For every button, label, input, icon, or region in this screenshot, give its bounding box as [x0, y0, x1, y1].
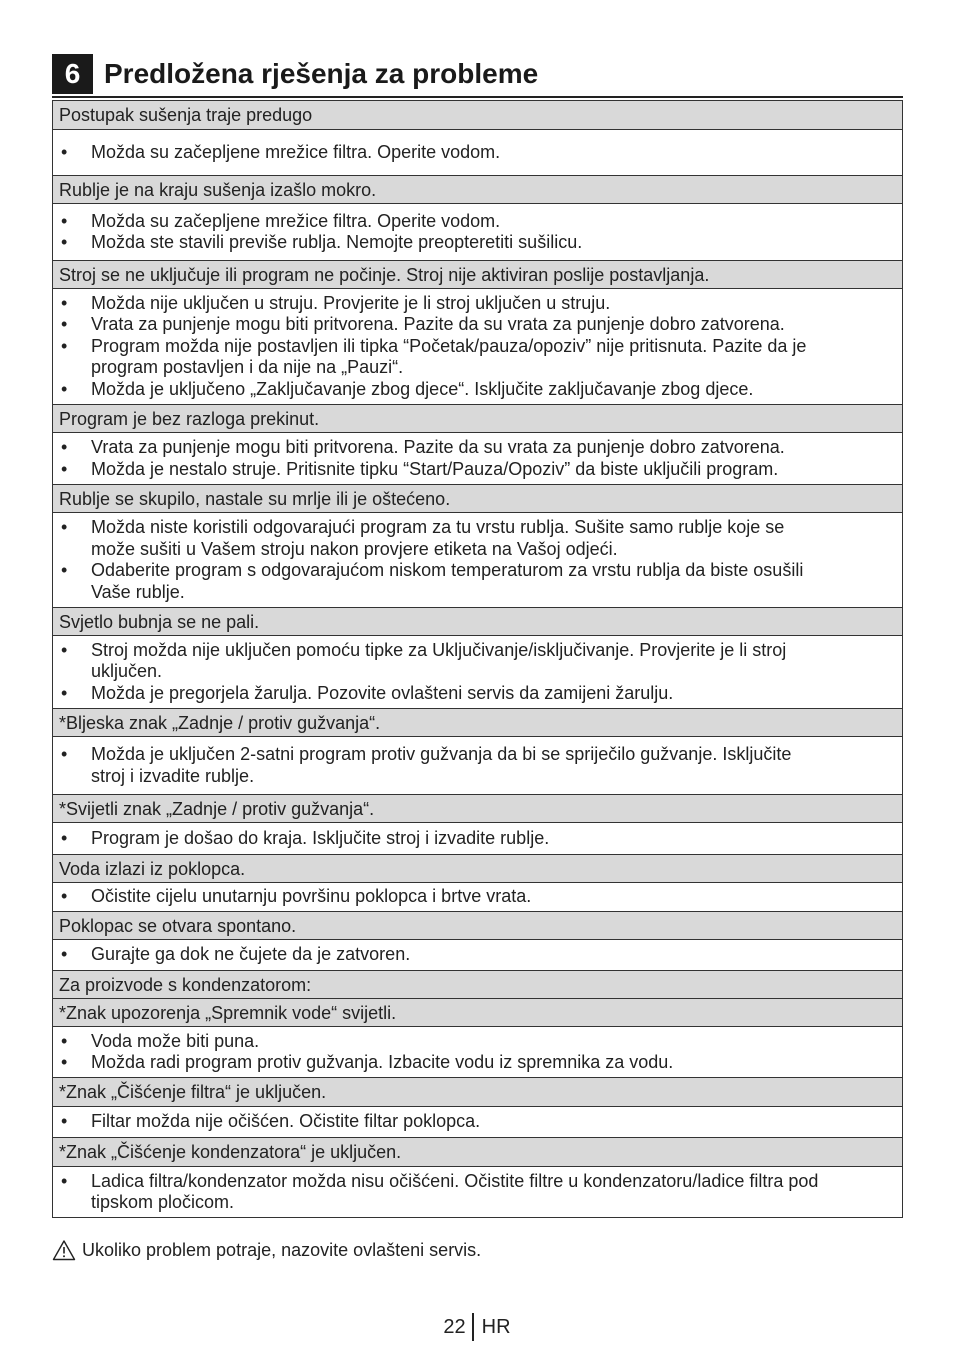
bullet-dot: • — [61, 1170, 68, 1191]
bullet-dot: • — [61, 378, 68, 399]
solution-line: može sušiti u Vašem stroju nakon provjere etiketa na Vašoj odjeći. — [91, 538, 618, 559]
solution-bullet — [59, 142, 896, 164]
solution-line: Možda je nestalo struje. Pritisnite tipku “Start/Pauza/Opoziv” da biste uključili program. — [91, 458, 779, 479]
bullet-dot: • — [61, 744, 68, 764]
bullet-dot: • — [61, 886, 68, 907]
bullet-dot: • — [61, 639, 68, 660]
solution-cell — [53, 1107, 902, 1138]
solution-bullet — [59, 336, 896, 379]
solution-cell — [53, 823, 902, 855]
bullet-dot: • — [61, 1030, 68, 1051]
solution-cell — [53, 1027, 902, 1078]
solution-line: tipskom pločicom. — [91, 1192, 235, 1212]
bullet-dot: • — [61, 560, 68, 580]
bullet-dot: • — [61, 292, 68, 313]
solution-text — [91, 459, 896, 481]
solution-bullet — [59, 944, 896, 966]
solution-text — [91, 1052, 896, 1074]
solution-text — [91, 314, 896, 336]
warning-triangle-icon — [52, 1239, 76, 1261]
problem-row: Rublje se skupilo, nastale su mrlje ili je oštećeno. — [53, 485, 902, 513]
section-title: Predložena rješenja za probleme — [104, 58, 539, 89]
problem-row: *Bljeska znak „Zadnje / protiv gužvanja“. — [53, 709, 902, 737]
section-number: 6 — [52, 54, 93, 94]
bullet-dot: • — [61, 517, 68, 537]
problem-row: Za proizvode s kondenzatorom: — [53, 971, 902, 999]
bullet-dot: • — [61, 458, 68, 479]
solution-text — [91, 379, 896, 401]
solution-line: Možda je uključen 2-satni program protiv gužvanja da bi se spriječilo gužvanje. Isključite — [91, 744, 792, 764]
solution-text — [91, 211, 896, 233]
warning-note-text: Ukoliko problem potraje, nazovite ovlašteni servis. — [82, 1240, 482, 1260]
solution-cell — [53, 433, 902, 485]
solution-line: Možda su začepljene mrežice filtra. Operite vodom. — [91, 141, 501, 162]
bullet-dot: • — [61, 210, 68, 231]
solution-line: Program je došao do kraja. Isključite stroj i izvadite rublje. — [91, 827, 550, 848]
warning-note — [52, 1238, 481, 1262]
solution-cell — [53, 130, 902, 176]
solution-line: Možda ste stavili previše rublja. Nemojte preopteretiti sušilicu. — [91, 232, 583, 252]
problem-row: *Znak upozorenja „Spremnik vode“ svijetli. — [53, 999, 902, 1027]
solution-line: Možda nije uključen u struju. Provjerite je li stroj uključen u struju. — [91, 292, 611, 313]
solution-bullet — [59, 232, 896, 254]
solution-line: Očistite cijelu unutarnju površinu poklopca i brtve vrata. — [91, 886, 532, 907]
solution-text — [91, 336, 896, 379]
solution-line: Vrata za punjenje mogu biti pritvorena. Pazite da su vrata za punjenje dobro zatvorena. — [91, 437, 785, 457]
bullet-dot: • — [61, 1111, 68, 1132]
solution-line: Vaše rublje. — [91, 581, 185, 602]
solution-text — [91, 944, 896, 966]
bullet-dot: • — [61, 314, 68, 335]
solution-line: Ladica filtra/kondenzator možda nisu očišćeni. Očistite filtre u kondenzatoru/ladice filtra pod — [91, 1170, 819, 1191]
solution-bullet — [59, 293, 896, 315]
solution-text — [91, 1111, 896, 1133]
solution-text — [91, 142, 896, 164]
solution-bullet — [59, 379, 896, 401]
solution-bullet — [59, 560, 896, 603]
page-number: 22 — [443, 1315, 466, 1338]
problem-row: *Znak „Čišćenje kondenzatora“ je uključen. — [53, 1138, 902, 1167]
problem-row: Program je bez razloga prekinut. — [53, 405, 902, 433]
bullet-dot: • — [61, 335, 68, 356]
solution-line: stroj i izvadite rublje. — [91, 765, 255, 786]
solution-bullet — [59, 459, 896, 481]
solution-bullet — [59, 828, 896, 850]
solution-line: uključen. — [91, 661, 163, 682]
problem-row: Rublje je na kraju sušenja izašlo mokro. — [53, 176, 902, 204]
problem-row: *Svijetli znak „Zadnje / protiv gužvanja“. — [53, 795, 902, 823]
solution-line: Odaberite program s odgovarajućom niskom temperaturom za vrstu rublja da biste osušili — [91, 560, 804, 580]
solution-bullet — [59, 1171, 896, 1214]
solution-line: Stroj možda nije uključen pomoću tipke za Uključivanje/isključivanje. Provjerite je li stroj — [91, 639, 787, 660]
solution-line: Voda može biti puna. — [91, 1030, 260, 1051]
solution-bullet — [59, 1031, 896, 1053]
solution-bullet — [59, 640, 896, 683]
problem-row: Voda izlazi iz poklopca. — [53, 855, 902, 883]
solution-text — [91, 1171, 896, 1214]
solution-text — [91, 683, 896, 705]
solution-bullet — [59, 1052, 896, 1074]
bullet-dot: • — [61, 437, 68, 457]
problem-row: Svjetlo bubnja se ne pali. — [53, 608, 902, 636]
solution-text — [91, 1031, 896, 1053]
language-code: HR — [481, 1315, 511, 1338]
solution-line: Možda radi program protiv gužvanja. Izbacite vodu iz spremnika za vodu. — [91, 1052, 674, 1072]
solution-line: Možda je pregorjela žarulja. Pozovite ovlašteni servis da zamijeni žarulju. — [91, 682, 674, 703]
solution-bullet — [59, 683, 896, 705]
solution-line: Možda niste koristili odgovarajući program za tu vrstu rublja. Sušite samo rublje koje se — [91, 517, 785, 537]
troubleshooting-table — [52, 100, 903, 1218]
solution-line: Možda je uključeno „Zaključavanje zbog djece“. Isključite zaključavanje zbog djece. — [91, 378, 754, 399]
solution-bullet — [59, 437, 896, 459]
solution-bullet — [59, 517, 896, 560]
problem-row: Stroj se ne uključuje ili program ne počinje. Stroj nije aktiviran poslije postavljanja. — [53, 261, 902, 289]
solution-bullet — [59, 744, 896, 787]
solution-line: program postavljen i da nije na „Pauzi“. — [91, 357, 404, 378]
solution-line: Vrata za punjenje mogu biti pritvorena. Pazite da su vrata za punjenje dobro zatvorena. — [91, 314, 785, 335]
solution-text — [91, 517, 896, 560]
solution-text — [91, 744, 896, 787]
solution-cell — [53, 737, 902, 795]
solution-bullet — [59, 1111, 896, 1133]
solution-cell — [53, 513, 902, 608]
solution-line: Filtar možda nije očišćen. Očistite filtar poklopca. — [91, 1111, 481, 1132]
solution-text — [91, 293, 896, 315]
solution-cell — [53, 289, 902, 405]
bullet-dot: • — [61, 682, 68, 703]
solution-text — [91, 560, 896, 603]
bullet-dot: • — [61, 827, 68, 848]
solution-cell — [53, 940, 902, 971]
footer-separator — [472, 1313, 474, 1341]
solution-bullet — [59, 886, 896, 908]
solution-line: Možda su začepljene mrežice filtra. Operite vodom. — [91, 210, 501, 231]
solution-text — [91, 886, 896, 908]
solution-cell — [53, 636, 902, 709]
page-footer — [0, 1312, 954, 1342]
solution-cell — [53, 883, 902, 912]
solution-line: Program možda nije postavljen ili tipka “Početak/pauza/opoziv” nije pritisnuta. Pazite da je — [91, 335, 807, 356]
solution-line: Gurajte ga dok ne čujete da je zatvoren. — [91, 944, 411, 965]
solution-text — [91, 232, 896, 254]
section-header — [52, 54, 903, 98]
solution-bullet — [59, 314, 896, 336]
solution-text — [91, 828, 896, 850]
bullet-dot: • — [61, 232, 68, 252]
bullet-dot: • — [61, 1052, 68, 1072]
solution-bullet — [59, 211, 896, 233]
solution-text — [91, 640, 896, 683]
bullet-dot: • — [61, 944, 68, 965]
problem-row: Postupak sušenja traje predugo — [53, 101, 902, 130]
solution-cell — [53, 204, 902, 261]
problem-row: *Znak „Čišćenje filtra“ je uključen. — [53, 1078, 902, 1107]
solution-text — [91, 437, 896, 459]
problem-row: Poklopac se otvara spontano. — [53, 912, 902, 940]
solution-cell — [53, 1167, 902, 1217]
bullet-dot: • — [61, 141, 68, 162]
